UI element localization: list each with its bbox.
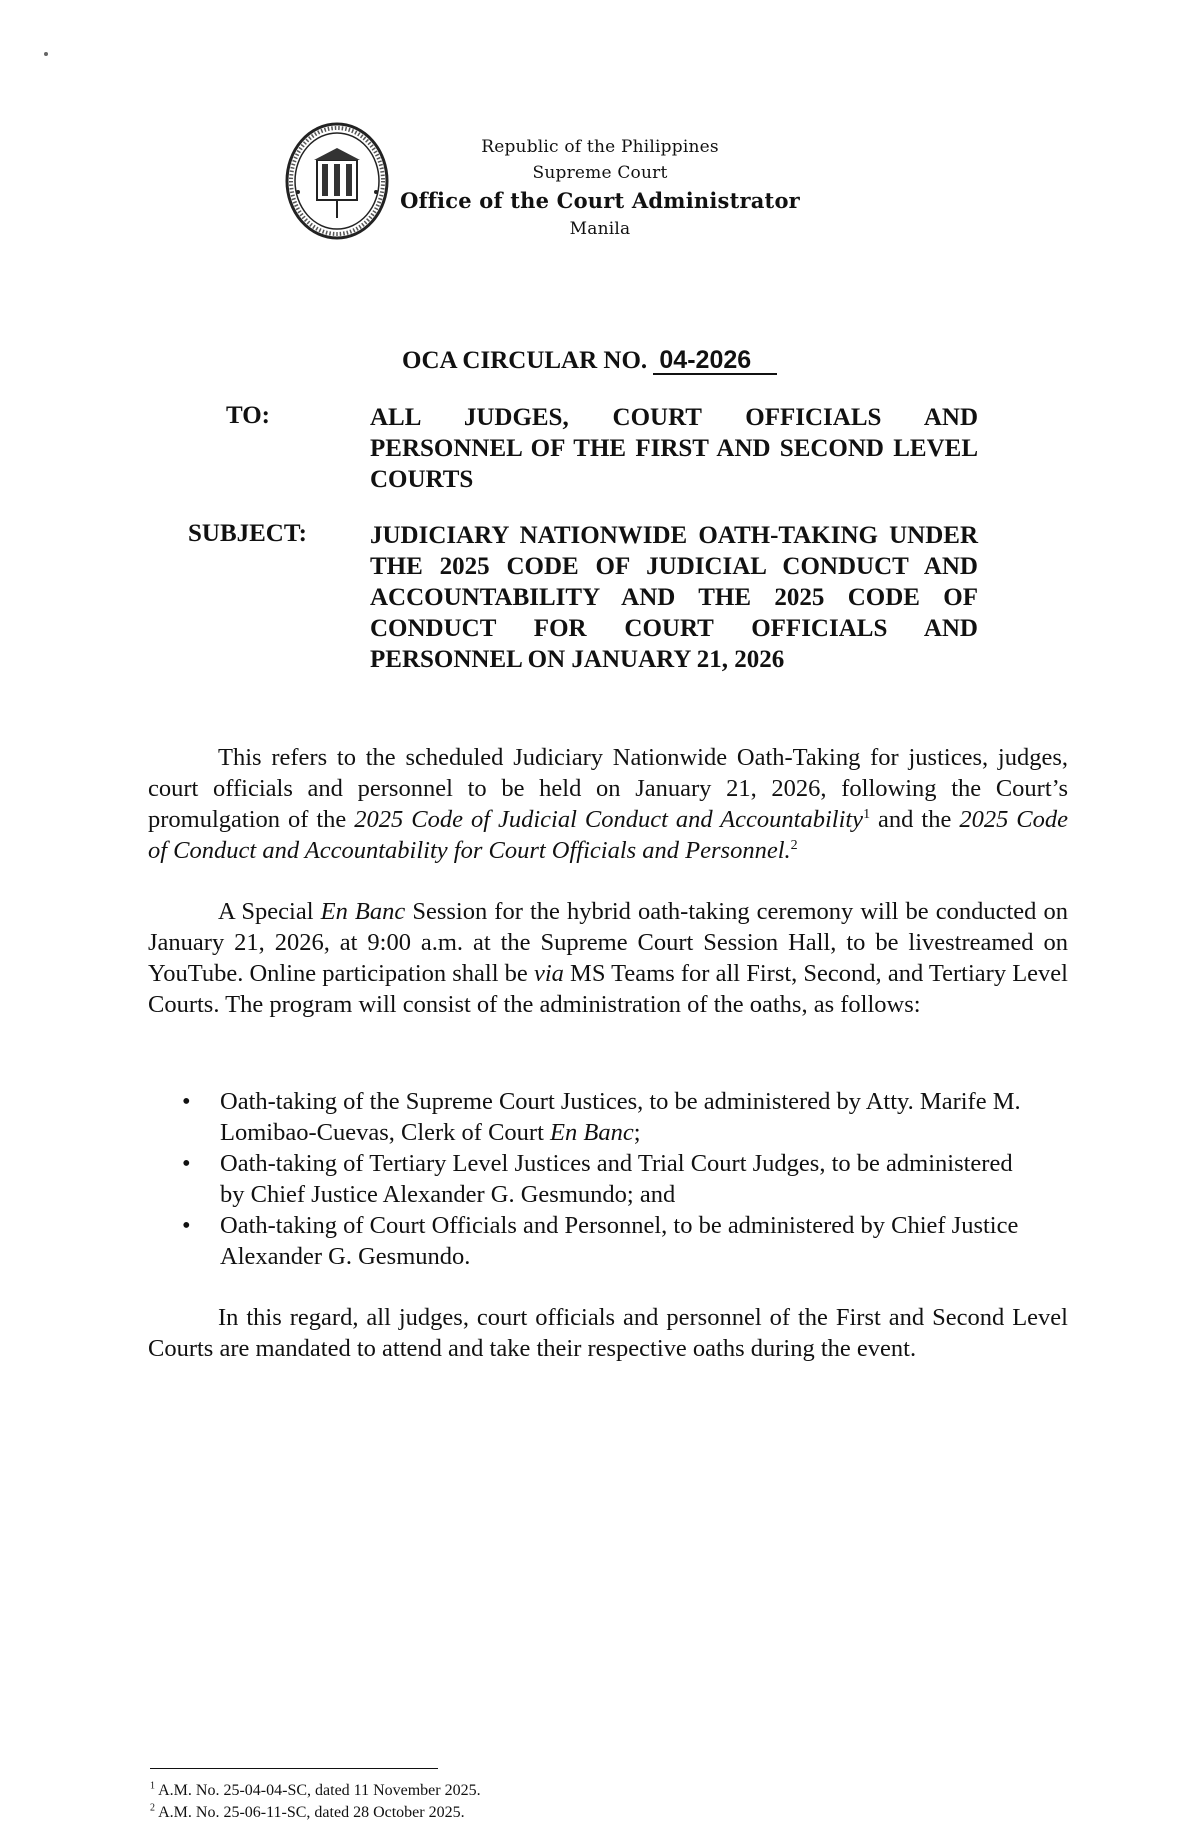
bullet-3-text: Oath-taking of Court Officials and Personnel, to be administered by Chief Justice Alexander G. Gesmundo. — [220, 1212, 1019, 1270]
bullet-2-text: Oath-taking of Tertiary Level Justices and Trial Court Judges, to be administered by Chief Justice Alexander G. Gesmundo; and — [220, 1150, 1013, 1208]
footnote-1-number: 1 — [150, 1780, 155, 1792]
para3-text: In this regard, all judges, court officials and personnel of the First and Second Level Courts are mandated to attend and take their respective oaths during the event. — [148, 1304, 1068, 1362]
circular-number: 04-2026 — [653, 347, 777, 375]
footnote-1 — [150, 1780, 481, 1802]
oath-list — [182, 1086, 1028, 1272]
bullet-icon: • — [182, 1212, 191, 1239]
footnote-ref-1: 1 — [863, 806, 871, 822]
scan-speck — [44, 52, 48, 56]
circular-title — [402, 347, 777, 375]
list-item — [182, 1210, 1028, 1272]
list-item — [182, 1148, 1028, 1210]
paragraph-2 — [148, 896, 1068, 1020]
para1-text-1: This refers to the scheduled Judiciary Nationwide Oath-Taking for justices, judges, court officials and personnel to be held on January 21, 2026, following the Court’s promulgation of the — [148, 744, 1068, 833]
letterhead-republic: Republic of the Philippines — [481, 137, 719, 157]
footnote-divider — [150, 1768, 438, 1769]
bullet-1-text-1: Oath-taking of the Supreme Court Justices, to be administered by Atty. Marife M. Lomibao-Cuevas, Clerk of Court — [220, 1088, 1021, 1146]
para1-italic-code-judicial: 2025 Code of Judicial Conduct and Accountability — [354, 806, 864, 833]
para2-italic-en-banc: En Banc — [320, 898, 406, 925]
paragraph-1 — [148, 742, 1068, 866]
para2-text-2: Session for the hybrid oath-taking ceremony will be conducted on January 21, 2026, at 9:00 a.m. at the Supreme Court Session Hall, to be livestreamed on YouTube. Online participation shall be — [148, 898, 1068, 987]
subject-text: JUDICIARY NATIONWIDE OATH-TAKING UNDER THE 2025 CODE OF JUDICIAL CONDUCT AND ACCOUNTABILITY AND THE 2025 CODE OF CONDUCT FOR COURT OFFICIALS AND PERSONNEL ON JANUARY 21, 2026 — [370, 522, 978, 673]
para2-text-3: MS Teams for all First, Second, and Tertiary Level Courts. The program will consist of the administration of the oaths, as follows: — [148, 960, 1068, 1018]
to-addressees: ALL JUDGES, COURT OFFICIALS AND PERSONNEL OF THE FIRST AND SECOND LEVEL COURTS — [370, 404, 978, 493]
bullet-icon: • — [182, 1088, 191, 1115]
letterhead-city: Manila — [569, 219, 631, 239]
footnote-1-text: A.M. No. 25-04-04-SC, dated 11 November 2025. — [158, 1782, 481, 1799]
footnote-2-text: A.M. No. 25-06-11-SC, dated 28 October 2025. — [158, 1804, 465, 1821]
footnote-2 — [150, 1802, 481, 1824]
bullet-1-text-2: ; — [633, 1119, 641, 1146]
para1-italic-code-personnel: 2025 Code of Conduct and Accountability for Court Officials and Personnel. — [148, 806, 1069, 864]
letterhead-supreme-court: Supreme Court — [532, 163, 668, 183]
footnotes — [150, 1780, 481, 1824]
subject-label: SUBJECT: — [188, 520, 308, 547]
paragraph-3 — [148, 1302, 1068, 1364]
para2-italic-via: via — [533, 960, 564, 987]
footnote-2-number: 2 — [150, 1802, 155, 1814]
bullet-icon: • — [182, 1150, 191, 1177]
oca-seal-icon — [284, 120, 390, 242]
letterhead — [400, 134, 800, 242]
bullet-1-italic: En Banc — [550, 1119, 634, 1146]
letterhead-office: Office of the Court Administrator — [400, 188, 800, 213]
para1-text-2: and the — [870, 806, 960, 833]
footnote-ref-2: 2 — [790, 837, 798, 853]
para2-text-1: A Special — [218, 898, 321, 925]
circular-prefix: OCA CIRCULAR NO. — [402, 347, 648, 374]
list-item — [182, 1086, 1028, 1148]
to-label: TO: — [226, 402, 270, 429]
